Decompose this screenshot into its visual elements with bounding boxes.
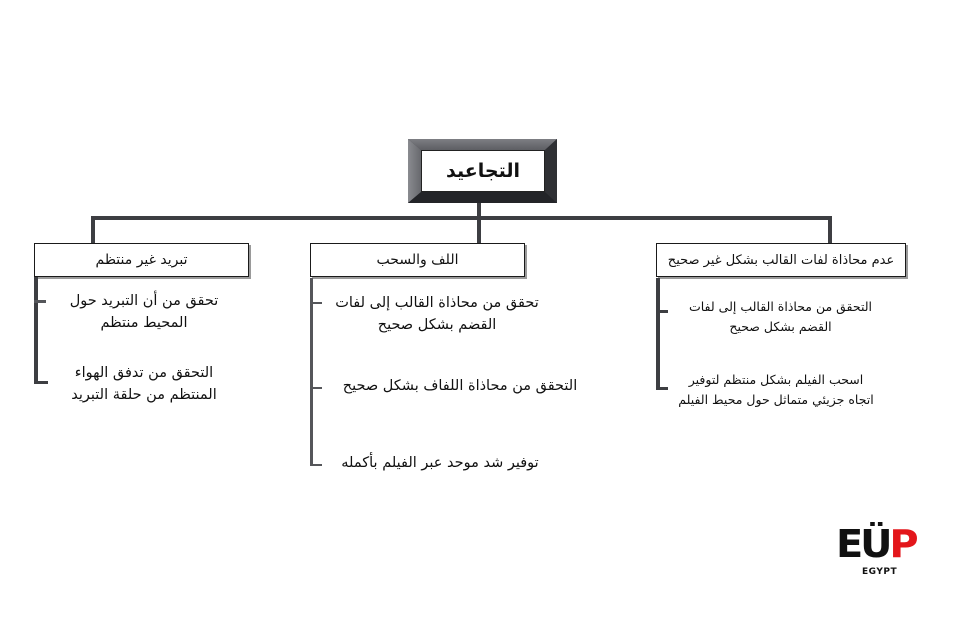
bracket-right-tick-1 bbox=[656, 310, 668, 313]
bracket-left-tick-1 bbox=[34, 300, 46, 303]
category-box-irregular-cooling bbox=[34, 243, 249, 277]
bracket-center-tick-2 bbox=[310, 387, 322, 389]
logo-subtitle: EGYPT bbox=[862, 567, 898, 577]
main-title: التجاعيد bbox=[421, 150, 545, 192]
category-box-die-roll-misalignment bbox=[656, 243, 906, 277]
bevel-right bbox=[545, 139, 557, 203]
list-item: تحقق من محاذاة القالب إلى لفات القضم بشكل صحيح bbox=[335, 295, 539, 334]
category-label: عدم محاذاة لفات القالب بشكل غير صحيح bbox=[667, 252, 895, 268]
drop-connector-center bbox=[477, 216, 481, 243]
drop-connector-left bbox=[91, 216, 95, 243]
logo-mark-red: P bbox=[889, 522, 916, 566]
horizontal-connector bbox=[91, 216, 832, 220]
logo-mark-black: EÜ bbox=[836, 522, 890, 566]
category-box-winding-pulling bbox=[310, 243, 525, 277]
list-item: التحقق من محاذاة القالب إلى لفات القضم بشكل صحيح bbox=[688, 299, 872, 334]
list-item: تحقق من أن التبريد حول المحيط منتظم bbox=[69, 293, 219, 332]
bracket-left-vertical bbox=[34, 277, 38, 384]
list-item: التحقق من تدفق الهواء المنتظم من حلقة التبريد bbox=[71, 365, 217, 404]
bevel-bottom bbox=[408, 192, 557, 203]
list-item: توفير شد موحد عبر الفيلم بأكمله bbox=[341, 455, 539, 471]
bevel-left bbox=[408, 139, 421, 203]
bracket-center-tick-1 bbox=[310, 302, 322, 304]
main-title-box bbox=[408, 139, 557, 203]
category-label: تبريد غير منتظم bbox=[95, 252, 188, 268]
bracket-right-tick-2 bbox=[656, 387, 668, 390]
bracket-center-vertical bbox=[310, 278, 313, 466]
bevel-top bbox=[408, 139, 557, 150]
drop-connector-right bbox=[828, 216, 832, 243]
bracket-left-tick-2 bbox=[34, 381, 48, 384]
logo-mark bbox=[836, 524, 915, 564]
bracket-center-tick-3 bbox=[310, 464, 322, 466]
list-item: اسحب الفيلم بشكل منتظم لتوفير اتجاه جزيئي متماثل حول محيط الفيلم bbox=[678, 372, 874, 407]
bracket-right-vertical bbox=[656, 278, 660, 390]
category-label: اللف والسحب bbox=[376, 252, 459, 268]
list-item: التحقق من محاذاة اللفاف بشكل صحيح bbox=[342, 378, 578, 394]
eup-egypt-logo bbox=[836, 524, 922, 580]
